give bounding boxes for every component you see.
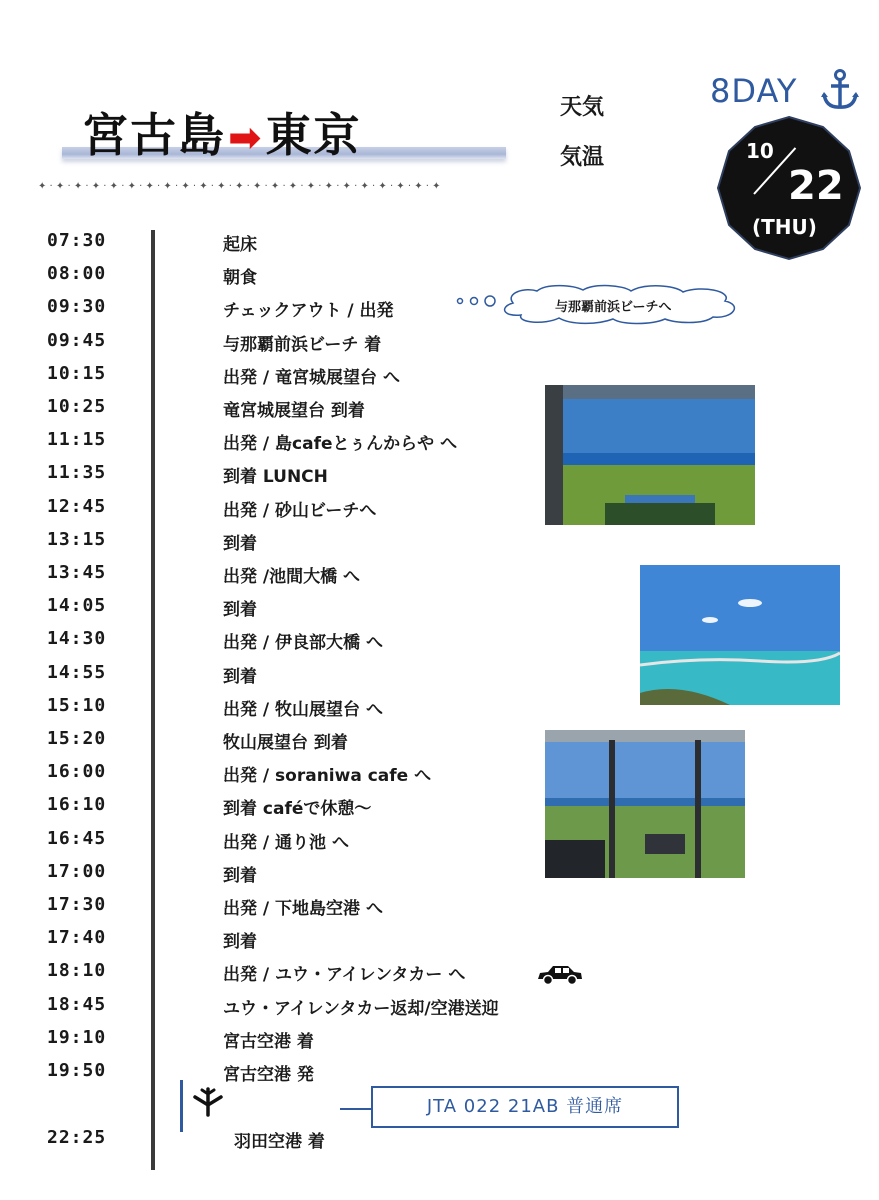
schedule-time: 13:15	[47, 529, 107, 550]
schedule-time: 10:15	[47, 363, 107, 384]
weather-label: 天気	[560, 95, 605, 120]
schedule-activity: 宮古空港 発	[223, 1065, 314, 1085]
temperature-label: 気温	[560, 145, 605, 170]
schedule-activity: 出発 / 伊良部大橋 へ	[223, 633, 383, 653]
schedule-activity: 出発 / soraniwa cafe へ	[223, 766, 432, 786]
schedule-time: 14:05	[47, 595, 107, 616]
schedule-activity: 出発 / 下地島空港 へ	[223, 899, 383, 919]
flight-connector	[340, 1108, 372, 1110]
schedule-activity: 出発 / 牧山展望台 へ	[223, 700, 383, 720]
schedule-time: 12:45	[47, 496, 107, 517]
schedule-activity: 与那覇前浜ビーチ 着	[223, 335, 382, 355]
schedule-activity: 出発 / 砂山ビーチへ	[223, 501, 377, 521]
title-from: 宮古島	[82, 108, 226, 162]
schedule-time: 17:00	[47, 861, 107, 882]
schedule-activity: 竜宮城展望台 到着	[223, 401, 365, 421]
page-title	[82, 99, 362, 165]
photo-ocean-observatory	[545, 385, 755, 525]
schedule-time: 14:55	[47, 662, 107, 683]
schedule-activity: 到着	[223, 866, 257, 886]
schedule-time: 16:00	[47, 761, 107, 782]
schedule-time: 16:10	[47, 794, 107, 815]
schedule-activity: 到着	[223, 667, 257, 687]
schedule-activity: ユウ・アイレンタカー返却/空港送迎	[223, 999, 499, 1019]
date-day: 22	[788, 163, 844, 209]
schedule-time: 14:30	[47, 628, 107, 649]
arrival-time: 22:25	[47, 1127, 107, 1148]
timeline-bar	[151, 230, 155, 1170]
schedule-activity: 到着	[223, 600, 257, 620]
schedule-time: 09:45	[47, 330, 107, 351]
schedule-activity: 到着 caféで休憩～	[223, 799, 372, 819]
schedule-time: 17:30	[47, 894, 107, 915]
schedule-time: 10:25	[47, 396, 107, 417]
schedule-activity: 宮古空港 着	[223, 1032, 314, 1052]
bubble-text: 与那覇前浜ビーチへ	[555, 300, 672, 315]
date-weekday: (THU)	[752, 215, 817, 239]
schedule-time: 13:45	[47, 562, 107, 583]
schedule-activity: 出発 /池間大橋 へ	[223, 567, 361, 587]
car-icon	[536, 963, 584, 987]
schedule-activity: 朝食	[223, 268, 257, 288]
schedule-time: 17:40	[47, 927, 107, 948]
day-label: 8DAY	[710, 72, 798, 110]
photo-irabu-bridge	[640, 565, 840, 705]
photo-soraniwa-cafe	[545, 730, 745, 878]
flight-bracket	[180, 1080, 183, 1132]
schedule-time: 19:10	[47, 1027, 107, 1048]
schedule-time: 15:10	[47, 695, 107, 716]
schedule-activity: 出発 / 島cafeとぅんからや へ	[223, 434, 458, 454]
schedule-time: 07:30	[47, 230, 107, 251]
schedule-activity: 牧山展望台 到着	[223, 733, 348, 753]
anchor-icon	[818, 68, 862, 112]
title-to: 東京	[265, 108, 362, 162]
svg-text:✦ · ✦ · ✦ · ✦ · ✦ · ✦ · ✦ · ✦: ✦ · ✦ · ✦ · ✦ · ✦ · ✦ · ✦ · ✦ · ✦ · ✦ · ✦ · ✦ · ✦ · ✦ · ✦ · ✦ · ✦ · ✦ · ✦ · ✦ · ✦ · ✦ · ✦	[38, 181, 441, 192]
schedule-activity: 出発 / ユウ・アイレンタカー へ	[223, 965, 466, 985]
flight-info-box: JTA 022 21AB 普通席	[371, 1086, 679, 1128]
star-divider	[38, 178, 718, 192]
date-badge	[716, 115, 862, 261]
date-month: 10	[746, 139, 774, 163]
schedule-activity: 到着	[223, 932, 257, 952]
schedule-time: 19:50	[47, 1060, 107, 1081]
schedule-time: 15:20	[47, 728, 107, 749]
schedule-time: 09:30	[47, 296, 107, 317]
schedule-time: 18:45	[47, 994, 107, 1015]
schedule-activity: チェックアウト / 出発	[223, 301, 394, 321]
title-arrow-icon: ➡	[228, 115, 264, 161]
schedule-activity: 出発 / 竜宮城展望台 へ	[223, 368, 400, 388]
schedule-time: 11:35	[47, 462, 107, 483]
schedule-activity: 到着 LUNCH	[223, 467, 328, 487]
schedule-activity: 出発 / 通り池 へ	[223, 833, 349, 853]
schedule-time: 18:10	[47, 960, 107, 981]
airplane-icon	[193, 1085, 223, 1117]
arrival-activity: 羽田空港 着	[234, 1132, 325, 1152]
title-block	[60, 95, 510, 165]
schedule-time: 16:45	[47, 828, 107, 849]
schedule-time: 11:15	[47, 429, 107, 450]
schedule-time: 08:00	[47, 263, 107, 284]
schedule-activity: 起床	[223, 235, 257, 255]
schedule-activity: 到着	[223, 534, 257, 554]
